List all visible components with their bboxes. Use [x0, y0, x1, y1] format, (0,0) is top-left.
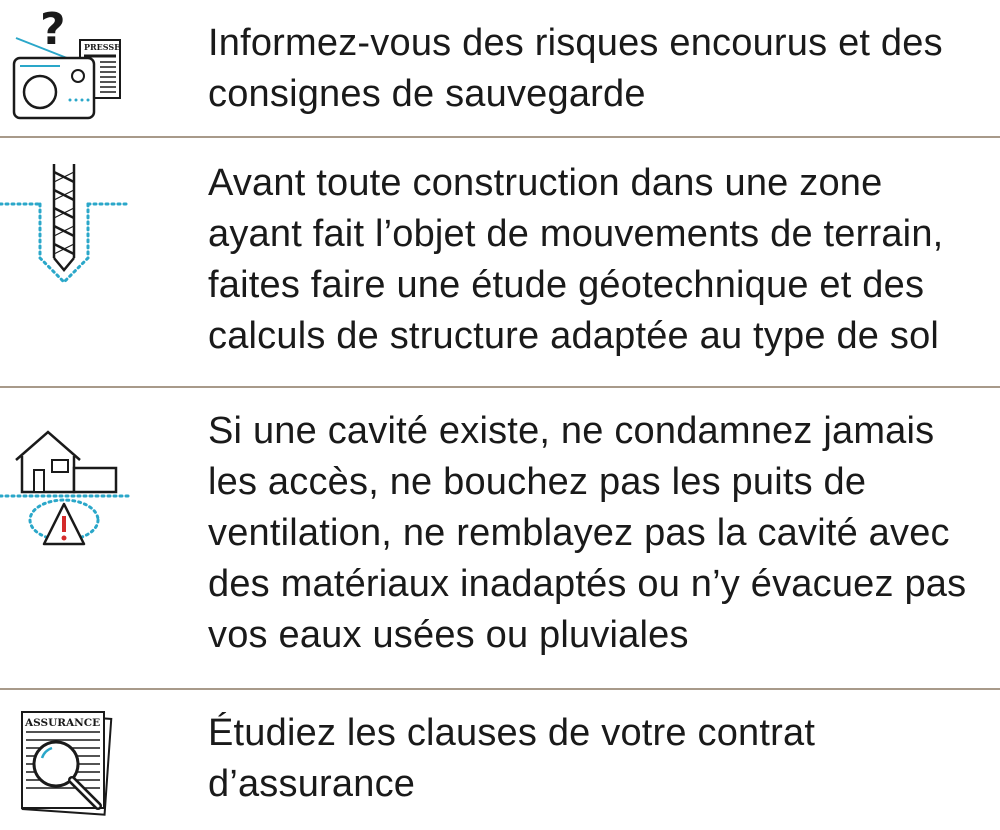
house-cavity-warning-icon [0, 418, 150, 558]
radio-newspaper-icon [0, 0, 150, 130]
advice-text [208, 708, 1000, 810]
svg-text:ASSURANCE: ASSURANCE [25, 717, 101, 729]
text-line: les accès, ne bouchez pas les puits de [208, 461, 867, 503]
insurance-document-magnifier-icon [0, 706, 150, 826]
svg-text:PRESSE: PRESSE [84, 42, 121, 52]
svg-text:?: ? [40, 4, 66, 55]
text-line: ayant fait l’objet de mouvements de terrain, [208, 213, 944, 255]
text-line: faites faire une étude géotechnique et des [208, 264, 925, 306]
advice-text [208, 18, 1000, 120]
advice-item-insurance [0, 690, 1000, 830]
text-line: ventilation, ne remblayez pas la cavité avec [208, 512, 950, 554]
text-line: d’assurance [208, 763, 416, 805]
text-line: consignes de sauvegarde [208, 73, 646, 115]
advice-item-construction [0, 138, 1000, 386]
text-line: vos eaux usées ou pluviales [208, 614, 689, 656]
text-line: Étudiez les clauses de votre contrat [208, 712, 816, 754]
text-line: Informez-vous des risques encourus et des [208, 22, 943, 64]
text-line: calculs de structure adaptée au type de sol [208, 315, 940, 357]
text-line: Si une cavité existe, ne condamnez jamais [208, 410, 935, 452]
advice-item-information [0, 0, 1000, 136]
advice-item-cavity [0, 388, 1000, 688]
advice-text [208, 406, 1000, 661]
advice-text [208, 158, 1000, 362]
ground-drill-icon [0, 158, 150, 288]
text-line: Avant toute construction dans une zone [208, 162, 883, 204]
text-line: des matériaux inadaptés ou n’y évacuez pas [208, 563, 967, 605]
